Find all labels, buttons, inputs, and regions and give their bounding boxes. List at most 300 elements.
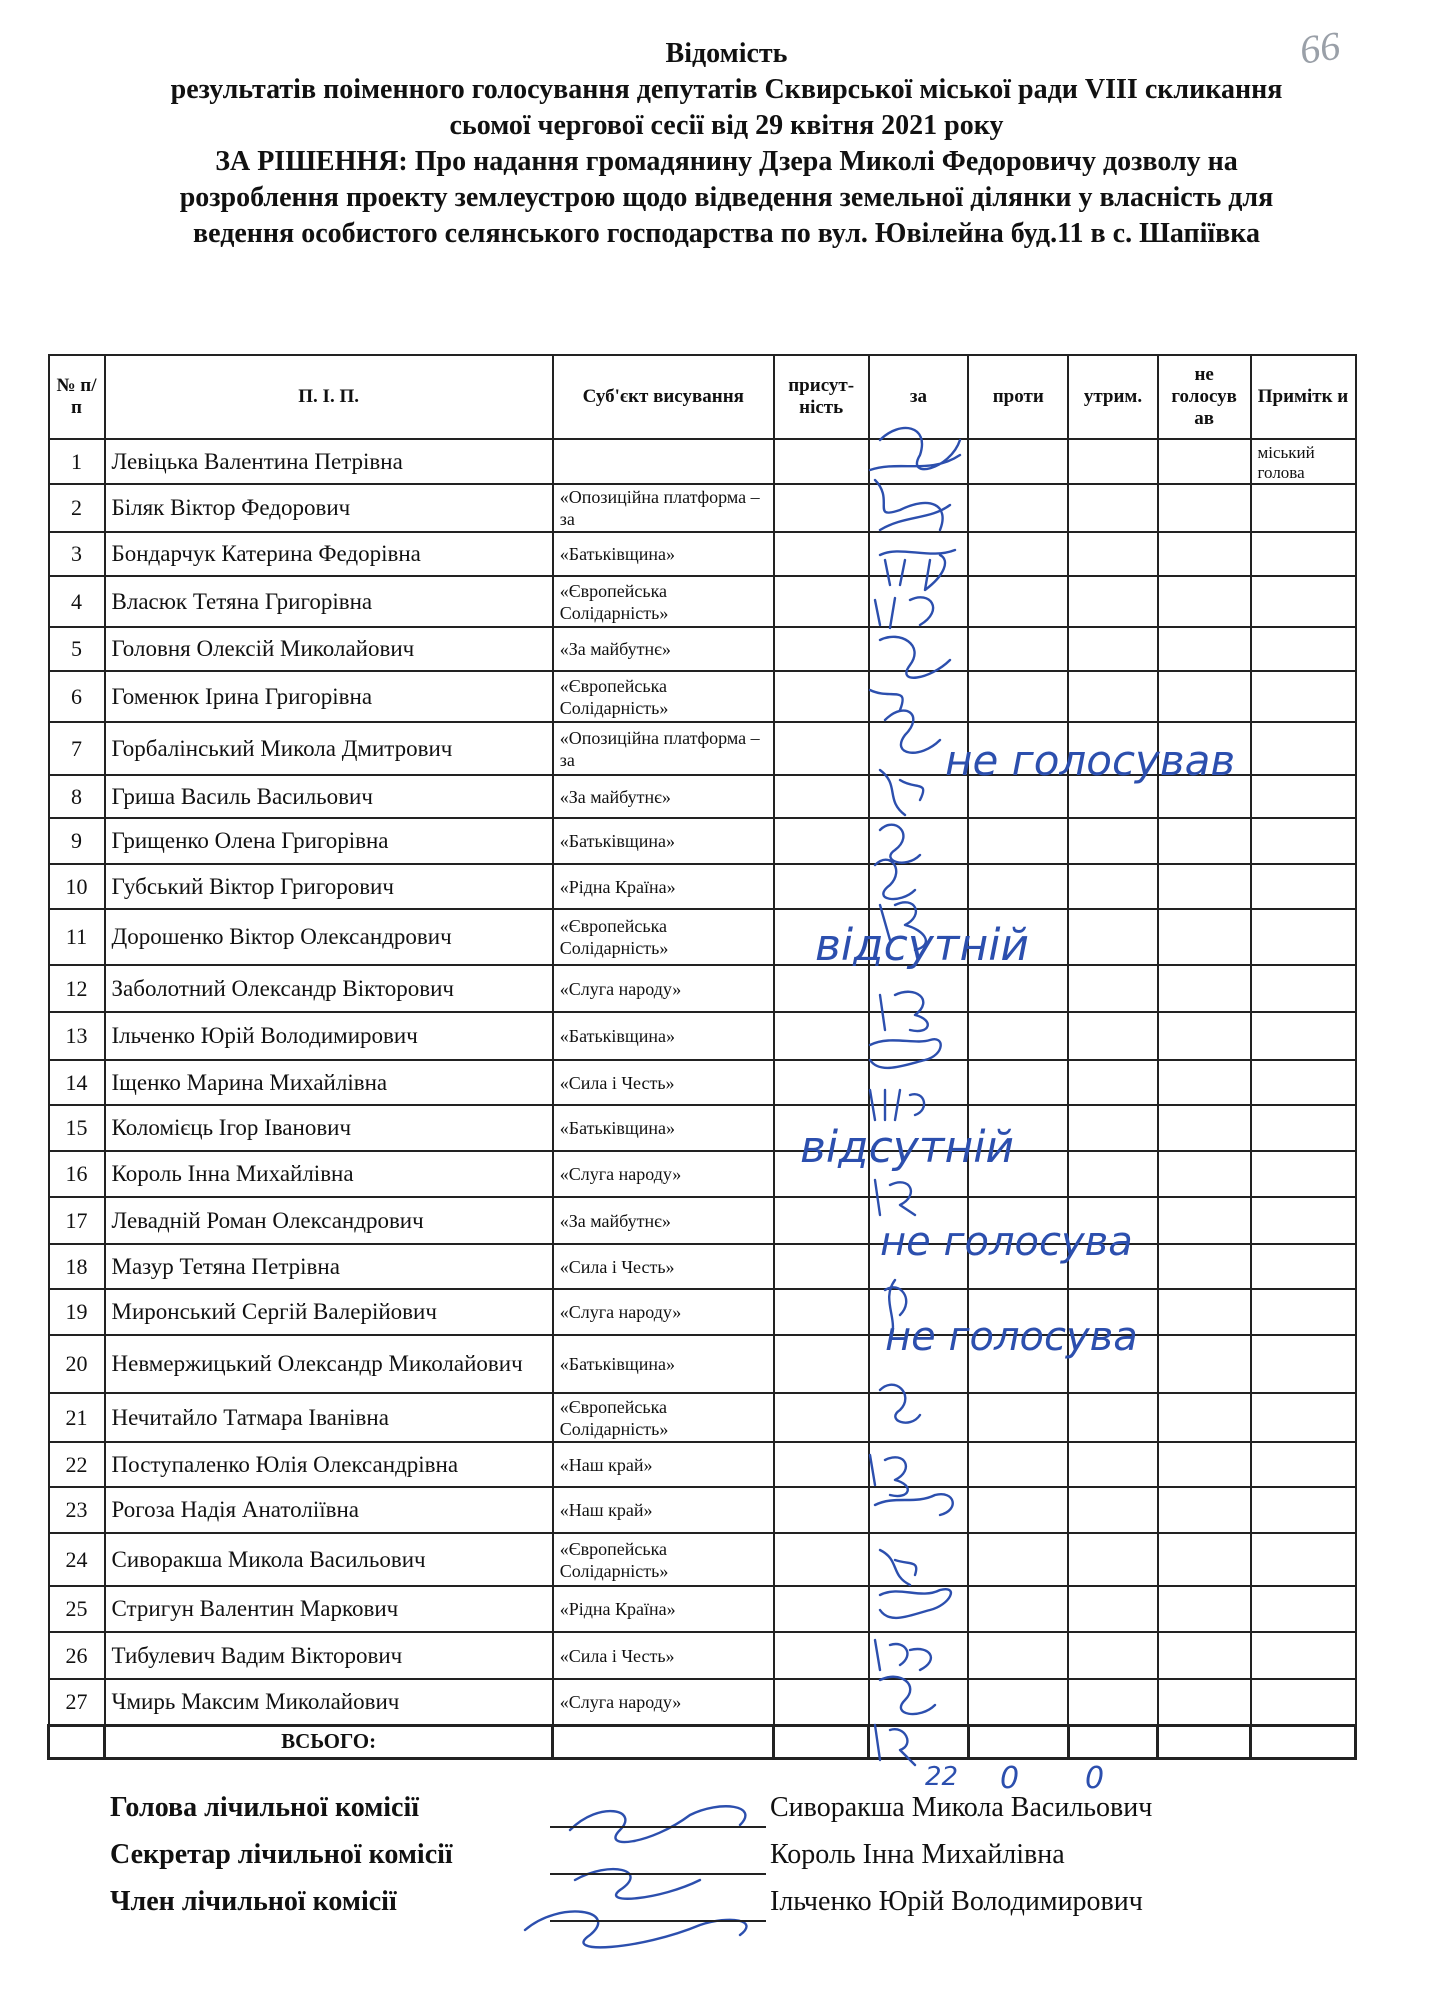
not-voted-cell bbox=[1158, 1012, 1251, 1060]
table-row bbox=[49, 722, 1356, 775]
page-number: 66 bbox=[1297, 22, 1343, 73]
vote-against-cell bbox=[968, 671, 1068, 722]
deputy-name: Грищенко Олена Григорівна bbox=[105, 818, 553, 864]
total-cell bbox=[1158, 1725, 1251, 1758]
vote-for-cell bbox=[869, 1533, 969, 1586]
note-cell bbox=[1251, 864, 1356, 909]
vote-against-cell bbox=[968, 1151, 1068, 1197]
deputy-name: Іщенко Марина Михайлівна bbox=[105, 1060, 553, 1105]
header-line: результатів поіменного голосування депутатів Сквирської міської ради VIII скликання bbox=[170, 74, 1283, 105]
vote-for-cell bbox=[869, 1244, 969, 1289]
col-header-against: проти bbox=[968, 355, 1068, 439]
note-cell bbox=[1251, 1586, 1356, 1632]
vote-against-cell bbox=[968, 722, 1068, 775]
table-row bbox=[49, 1197, 1356, 1244]
nominating-party: «Батьківщина» bbox=[553, 532, 774, 576]
nominating-party: «Сила і Честь» bbox=[553, 1244, 774, 1289]
deputy-name: Поступаленко Юлія Олександрівна bbox=[105, 1442, 553, 1487]
decision-title: ЗА РІШЕННЯ: Про надання громадянину Дзера Миколі Федоровичу дозволу на bbox=[215, 146, 1238, 177]
signature-line bbox=[550, 1873, 766, 1875]
deputy-name: Левіцька Валентина Петрівна bbox=[105, 439, 553, 484]
table-row bbox=[49, 576, 1356, 627]
note-cell bbox=[1251, 532, 1356, 576]
vote-abstain-cell bbox=[1068, 1289, 1158, 1335]
presence-cell bbox=[774, 1679, 869, 1725]
not-voted-cell bbox=[1158, 1632, 1251, 1679]
row-number: 8 bbox=[49, 775, 105, 818]
row-number: 25 bbox=[49, 1586, 105, 1632]
col-header-present: присут-ність bbox=[774, 355, 869, 439]
handwritten-note: відсутній bbox=[815, 920, 1030, 971]
vote-for-cell bbox=[869, 1289, 969, 1335]
not-voted-cell bbox=[1158, 1289, 1251, 1335]
vote-for-cell bbox=[869, 1012, 969, 1060]
total-cell bbox=[49, 1725, 105, 1758]
vote-against-cell bbox=[968, 576, 1068, 627]
deputy-name: Нечитайло Татмара Іванівна bbox=[105, 1393, 553, 1442]
not-voted-cell bbox=[1158, 775, 1251, 818]
total-row bbox=[49, 1725, 1356, 1758]
nominating-party: «Європейська Солідарність» bbox=[553, 1533, 774, 1586]
col-header-abstain: утрим. bbox=[1068, 355, 1158, 439]
row-number: 21 bbox=[49, 1393, 105, 1442]
note-cell bbox=[1251, 1060, 1356, 1105]
note-cell bbox=[1251, 671, 1356, 722]
deputy-name: Рогоза Надія Анатоліївна bbox=[105, 1487, 553, 1533]
deputy-name: Біляк Віктор Федорович bbox=[105, 484, 553, 532]
vote-against-cell bbox=[968, 1244, 1068, 1289]
row-number: 20 bbox=[49, 1335, 105, 1393]
table-row bbox=[49, 965, 1356, 1012]
vote-for-cell bbox=[869, 439, 969, 484]
nominating-party: «Наш край» bbox=[553, 1487, 774, 1533]
vote-against-cell bbox=[968, 909, 1068, 965]
not-voted-cell bbox=[1158, 1244, 1251, 1289]
vote-abstain-cell bbox=[1068, 1586, 1158, 1632]
commission-row bbox=[110, 1792, 1310, 1839]
table-row bbox=[49, 1487, 1356, 1533]
note-cell bbox=[1251, 775, 1356, 818]
note-cell bbox=[1251, 965, 1356, 1012]
signature-line bbox=[550, 1920, 766, 1922]
note-cell bbox=[1251, 1289, 1356, 1335]
row-number: 3 bbox=[49, 532, 105, 576]
presence-cell bbox=[774, 1533, 869, 1586]
row-number: 6 bbox=[49, 671, 105, 722]
vote-for-cell bbox=[869, 576, 969, 627]
col-header-num: № п/п bbox=[49, 355, 105, 439]
table-body bbox=[49, 439, 1356, 1725]
note-cell bbox=[1251, 1105, 1356, 1151]
not-voted-cell bbox=[1158, 722, 1251, 775]
vote-for-cell bbox=[869, 1393, 969, 1442]
table-row bbox=[49, 1244, 1356, 1289]
note-cell bbox=[1251, 627, 1356, 671]
row-number: 12 bbox=[49, 965, 105, 1012]
vote-for-cell bbox=[869, 909, 969, 965]
not-voted-cell bbox=[1158, 627, 1251, 671]
commission-member-name: Сиворакша Микола Васильович bbox=[770, 1792, 1153, 1823]
commission-row bbox=[110, 1886, 1310, 1933]
table-row bbox=[49, 627, 1356, 671]
nominating-party: «Європейська Солідарність» bbox=[553, 576, 774, 627]
vote-for-cell bbox=[869, 532, 969, 576]
vote-against-cell bbox=[968, 775, 1068, 818]
deputy-name: Коломієць Ігор Іванович bbox=[105, 1105, 553, 1151]
not-voted-cell bbox=[1158, 1335, 1251, 1393]
document-header bbox=[40, 36, 1413, 252]
row-number: 18 bbox=[49, 1244, 105, 1289]
vote-for-cell bbox=[869, 818, 969, 864]
document-title: Відомість bbox=[665, 38, 788, 69]
not-voted-cell bbox=[1158, 1197, 1251, 1244]
row-number: 23 bbox=[49, 1487, 105, 1533]
row-number: 22 bbox=[49, 1442, 105, 1487]
presence-cell bbox=[774, 1442, 869, 1487]
deputy-name: Ільченко Юрій Володимирович bbox=[105, 1012, 553, 1060]
presence-cell bbox=[774, 909, 869, 965]
presence-cell bbox=[774, 775, 869, 818]
row-number: 5 bbox=[49, 627, 105, 671]
vote-against-cell bbox=[968, 1105, 1068, 1151]
presence-cell bbox=[774, 818, 869, 864]
presence-cell bbox=[774, 1012, 869, 1060]
table-row bbox=[49, 1105, 1356, 1151]
presence-cell bbox=[774, 1393, 869, 1442]
nominating-party: «За майбутнє» bbox=[553, 627, 774, 671]
col-header-for: за bbox=[869, 355, 969, 439]
decision-title: ведення особистого селянського господарства по вул. Ювілейна буд.11 в с. Шапіївка bbox=[193, 218, 1260, 249]
deputy-name: Чмирь Максим Миколайович bbox=[105, 1679, 553, 1725]
deputy-name: Сиворакша Микола Васильович bbox=[105, 1533, 553, 1586]
note-cell bbox=[1251, 1197, 1356, 1244]
row-number: 14 bbox=[49, 1060, 105, 1105]
presence-cell bbox=[774, 484, 869, 532]
table-row bbox=[49, 818, 1356, 864]
presence-cell bbox=[774, 1105, 869, 1151]
deputy-name: Власюк Тетяна Григорівна bbox=[105, 576, 553, 627]
vote-against-cell bbox=[968, 439, 1068, 484]
vote-for-cell bbox=[869, 1335, 969, 1393]
vote-against-cell bbox=[968, 532, 1068, 576]
vote-for-cell bbox=[869, 671, 969, 722]
voting-table bbox=[47, 354, 1357, 1760]
vote-for-cell bbox=[869, 1632, 969, 1679]
commission-member-name: Король Інна Михайлівна bbox=[770, 1839, 1065, 1870]
decision-title: розроблення проекту землеустрою щодо відведення земельної ділянки у власність для bbox=[179, 182, 1274, 213]
presence-cell bbox=[774, 1060, 869, 1105]
not-voted-cell bbox=[1158, 965, 1251, 1012]
vote-abstain-cell bbox=[1068, 627, 1158, 671]
vote-against-cell bbox=[968, 1393, 1068, 1442]
total-cell bbox=[869, 1725, 969, 1758]
table-row bbox=[49, 1151, 1356, 1197]
counting-commission bbox=[110, 1792, 1310, 1933]
vote-for-cell bbox=[869, 1442, 969, 1487]
row-number: 10 bbox=[49, 864, 105, 909]
vote-abstain-cell bbox=[1068, 864, 1158, 909]
not-voted-cell bbox=[1158, 1393, 1251, 1442]
vote-for-cell bbox=[869, 722, 969, 775]
deputy-name: Стригун Валентин Маркович bbox=[105, 1586, 553, 1632]
total-cell bbox=[553, 1725, 774, 1758]
nominating-party bbox=[553, 439, 774, 484]
table-row bbox=[49, 484, 1356, 532]
handwritten-note: не голосував bbox=[945, 736, 1236, 785]
vote-against-cell bbox=[968, 1060, 1068, 1105]
vote-against-cell bbox=[968, 1012, 1068, 1060]
nominating-party: «Батьківщина» bbox=[553, 1012, 774, 1060]
vote-for-cell bbox=[869, 965, 969, 1012]
handwritten-note: відсутній bbox=[800, 1122, 1015, 1173]
not-voted-cell bbox=[1158, 1679, 1251, 1725]
deputy-name: Левадній Роман Олександрович bbox=[105, 1197, 553, 1244]
vote-for-cell bbox=[869, 1151, 969, 1197]
vote-against-cell bbox=[968, 1197, 1068, 1244]
nominating-party: «Опозиційна платформа – за bbox=[553, 722, 774, 775]
commission-role: Голова лічильної комісії bbox=[110, 1792, 420, 1823]
presence-cell bbox=[774, 439, 869, 484]
vote-abstain-cell bbox=[1068, 671, 1158, 722]
vote-abstain-cell bbox=[1068, 1105, 1158, 1151]
vote-abstain-cell bbox=[1068, 1335, 1158, 1393]
col-header-not-voted: не голосув ав bbox=[1158, 355, 1251, 439]
vote-against-cell bbox=[968, 627, 1068, 671]
vote-against-cell bbox=[968, 1442, 1068, 1487]
vote-for-cell bbox=[869, 1105, 969, 1151]
nominating-party: «Слуга народу» bbox=[553, 1679, 774, 1725]
total-against-value: 0 bbox=[1000, 1761, 1020, 1796]
vote-for-cell bbox=[869, 1586, 969, 1632]
presence-cell bbox=[774, 1487, 869, 1533]
commission-role: Секретар лічильної комісії bbox=[110, 1839, 453, 1870]
note-cell bbox=[1251, 818, 1356, 864]
not-voted-cell bbox=[1158, 671, 1251, 722]
vote-abstain-cell bbox=[1068, 818, 1158, 864]
nominating-party: «За майбутнє» bbox=[553, 775, 774, 818]
nominating-party: «Сила і Честь» bbox=[553, 1060, 774, 1105]
presence-cell bbox=[774, 576, 869, 627]
vote-for-cell bbox=[869, 1060, 969, 1105]
presence-cell bbox=[774, 1586, 869, 1632]
presence-cell bbox=[774, 965, 869, 1012]
nominating-party: «Сила і Честь» bbox=[553, 1632, 774, 1679]
row-number: 27 bbox=[49, 1679, 105, 1725]
note-cell: міський голова bbox=[1251, 439, 1356, 484]
presence-cell bbox=[774, 1151, 869, 1197]
vote-for-cell bbox=[869, 1679, 969, 1725]
vote-against-cell bbox=[968, 484, 1068, 532]
vote-for-cell bbox=[869, 775, 969, 818]
row-number: 2 bbox=[49, 484, 105, 532]
total-abstain-value: 0 bbox=[1085, 1761, 1105, 1796]
table-row bbox=[49, 909, 1356, 965]
deputy-name: Король Інна Михайлівна bbox=[105, 1151, 553, 1197]
nominating-party: «За майбутнє» bbox=[553, 1197, 774, 1244]
not-voted-cell bbox=[1158, 909, 1251, 965]
not-voted-cell bbox=[1158, 818, 1251, 864]
vote-against-cell bbox=[968, 1335, 1068, 1393]
note-cell bbox=[1251, 1244, 1356, 1289]
deputy-name: Миронський Сергій Валерійович bbox=[105, 1289, 553, 1335]
presence-cell bbox=[774, 1289, 869, 1335]
note-cell bbox=[1251, 722, 1356, 775]
not-voted-cell bbox=[1158, 1586, 1251, 1632]
deputy-name: Гриша Василь Васильович bbox=[105, 775, 553, 818]
vote-for-cell bbox=[869, 484, 969, 532]
note-cell bbox=[1251, 1533, 1356, 1586]
not-voted-cell bbox=[1158, 1487, 1251, 1533]
vote-abstain-cell bbox=[1068, 1679, 1158, 1725]
presence-cell bbox=[774, 1335, 869, 1393]
not-voted-cell bbox=[1158, 1151, 1251, 1197]
handwritten-note: не голосува bbox=[885, 1314, 1138, 1360]
note-cell bbox=[1251, 484, 1356, 532]
note-cell bbox=[1251, 1442, 1356, 1487]
table-row bbox=[49, 1012, 1356, 1060]
total-cell bbox=[1068, 1725, 1158, 1758]
table-row bbox=[49, 439, 1356, 484]
commission-member-name: Ільченко Юрій Володимирович bbox=[770, 1886, 1143, 1917]
header-line: сьомої чергової сесії від 29 квітня 2021 року bbox=[449, 110, 1004, 141]
row-number: 17 bbox=[49, 1197, 105, 1244]
presence-cell bbox=[774, 1244, 869, 1289]
row-number: 11 bbox=[49, 909, 105, 965]
presence-cell bbox=[774, 532, 869, 576]
deputy-name: Тибулевич Вадим Вікторович bbox=[105, 1632, 553, 1679]
vote-abstain-cell bbox=[1068, 484, 1158, 532]
table-row bbox=[49, 1060, 1356, 1105]
deputy-name: Губський Віктор Григорович bbox=[105, 864, 553, 909]
not-voted-cell bbox=[1158, 1060, 1251, 1105]
col-header-note: Примітк и bbox=[1251, 355, 1356, 439]
presence-cell bbox=[774, 627, 869, 671]
row-number: 13 bbox=[49, 1012, 105, 1060]
deputy-name: Дорошенко Віктор Олександрович bbox=[105, 909, 553, 965]
table-row bbox=[49, 775, 1356, 818]
vote-against-cell bbox=[968, 1679, 1068, 1725]
row-number: 16 bbox=[49, 1151, 105, 1197]
deputy-name: Головня Олексій Миколайович bbox=[105, 627, 553, 671]
presence-cell bbox=[774, 671, 869, 722]
note-cell bbox=[1251, 1151, 1356, 1197]
note-cell bbox=[1251, 1679, 1356, 1725]
presence-cell bbox=[774, 1632, 869, 1679]
vote-abstain-cell bbox=[1068, 1244, 1158, 1289]
not-voted-cell bbox=[1158, 1105, 1251, 1151]
vote-against-cell bbox=[968, 864, 1068, 909]
row-number: 1 bbox=[49, 439, 105, 484]
vote-abstain-cell bbox=[1068, 1632, 1158, 1679]
row-number: 26 bbox=[49, 1632, 105, 1679]
row-number: 15 bbox=[49, 1105, 105, 1151]
nominating-party: «Опозиційна платформа – за bbox=[553, 484, 774, 532]
vote-abstain-cell bbox=[1068, 439, 1158, 484]
note-cell bbox=[1251, 1487, 1356, 1533]
table-row bbox=[49, 864, 1356, 909]
row-number: 7 bbox=[49, 722, 105, 775]
presence-cell bbox=[774, 1197, 869, 1244]
deputy-name: Мазур Тетяна Петрівна bbox=[105, 1244, 553, 1289]
deputy-name: Горбалінський Микола Дмитрович bbox=[105, 722, 553, 775]
vote-abstain-cell bbox=[1068, 722, 1158, 775]
vote-abstain-cell bbox=[1068, 1197, 1158, 1244]
total-cell bbox=[968, 1725, 1068, 1758]
handwritten-note: не голосува bbox=[880, 1219, 1133, 1265]
vote-against-cell bbox=[968, 965, 1068, 1012]
commission-row bbox=[110, 1839, 1310, 1886]
vote-abstain-cell bbox=[1068, 1487, 1158, 1533]
vote-abstain-cell bbox=[1068, 1060, 1158, 1105]
deputy-name: Бондарчук Катерина Федорівна bbox=[105, 532, 553, 576]
nominating-party: «Наш край» bbox=[553, 1442, 774, 1487]
presence-cell bbox=[774, 722, 869, 775]
nominating-party: «Батьківщина» bbox=[553, 1105, 774, 1151]
row-number: 19 bbox=[49, 1289, 105, 1335]
deputy-name: Заболотний Олександр Вікторович bbox=[105, 965, 553, 1012]
nominating-party: «Європейська Солідарність» bbox=[553, 909, 774, 965]
nominating-party: «Європейська Солідарність» bbox=[553, 1393, 774, 1442]
row-number: 4 bbox=[49, 576, 105, 627]
not-voted-cell bbox=[1158, 1442, 1251, 1487]
signature-line bbox=[550, 1826, 766, 1828]
col-header-faction: Суб'єкт висування bbox=[553, 355, 774, 439]
vote-against-cell bbox=[968, 1289, 1068, 1335]
nominating-party: «Слуга народу» bbox=[553, 1289, 774, 1335]
vote-for-cell bbox=[869, 1197, 969, 1244]
nominating-party: «Рідна Країна» bbox=[553, 1586, 774, 1632]
vote-abstain-cell bbox=[1068, 1393, 1158, 1442]
not-voted-cell bbox=[1158, 532, 1251, 576]
total-label: ВСЬОГО: bbox=[105, 1725, 553, 1758]
total-cell bbox=[1251, 1725, 1356, 1758]
note-cell bbox=[1251, 1393, 1356, 1442]
vote-for-cell bbox=[869, 864, 969, 909]
total-for-value: 22 bbox=[925, 1762, 959, 1792]
note-cell bbox=[1251, 1335, 1356, 1393]
vote-abstain-cell bbox=[1068, 1533, 1158, 1586]
vote-abstain-cell bbox=[1068, 576, 1158, 627]
vote-against-cell bbox=[968, 1533, 1068, 1586]
not-voted-cell bbox=[1158, 1533, 1251, 1586]
commission-role: Член лічильної комісії bbox=[110, 1886, 397, 1917]
vote-for-cell bbox=[869, 627, 969, 671]
note-cell bbox=[1251, 1632, 1356, 1679]
vote-abstain-cell bbox=[1068, 1012, 1158, 1060]
deputy-name: Невмержицький Олександр Миколайович bbox=[105, 1335, 553, 1393]
vote-against-cell bbox=[968, 1487, 1068, 1533]
nominating-party: «Рідна Країна» bbox=[553, 864, 774, 909]
nominating-party: «Батьківщина» bbox=[553, 1335, 774, 1393]
deputy-name: Гоменюк Ірина Григорівна bbox=[105, 671, 553, 722]
vote-abstain-cell bbox=[1068, 775, 1158, 818]
table-row bbox=[49, 532, 1356, 576]
nominating-party: «Слуга народу» bbox=[553, 1151, 774, 1197]
table-row bbox=[49, 1335, 1356, 1393]
table-row bbox=[49, 671, 1356, 722]
table-row bbox=[49, 1289, 1356, 1335]
table-row bbox=[49, 1679, 1356, 1725]
table-row bbox=[49, 1393, 1356, 1442]
vote-against-cell bbox=[968, 1586, 1068, 1632]
col-header-name: П. І. П. bbox=[105, 355, 553, 439]
vote-abstain-cell bbox=[1068, 1151, 1158, 1197]
vote-for-cell bbox=[869, 1487, 969, 1533]
note-cell bbox=[1251, 576, 1356, 627]
not-voted-cell bbox=[1158, 484, 1251, 532]
table-row bbox=[49, 1632, 1356, 1679]
presence-cell bbox=[774, 864, 869, 909]
